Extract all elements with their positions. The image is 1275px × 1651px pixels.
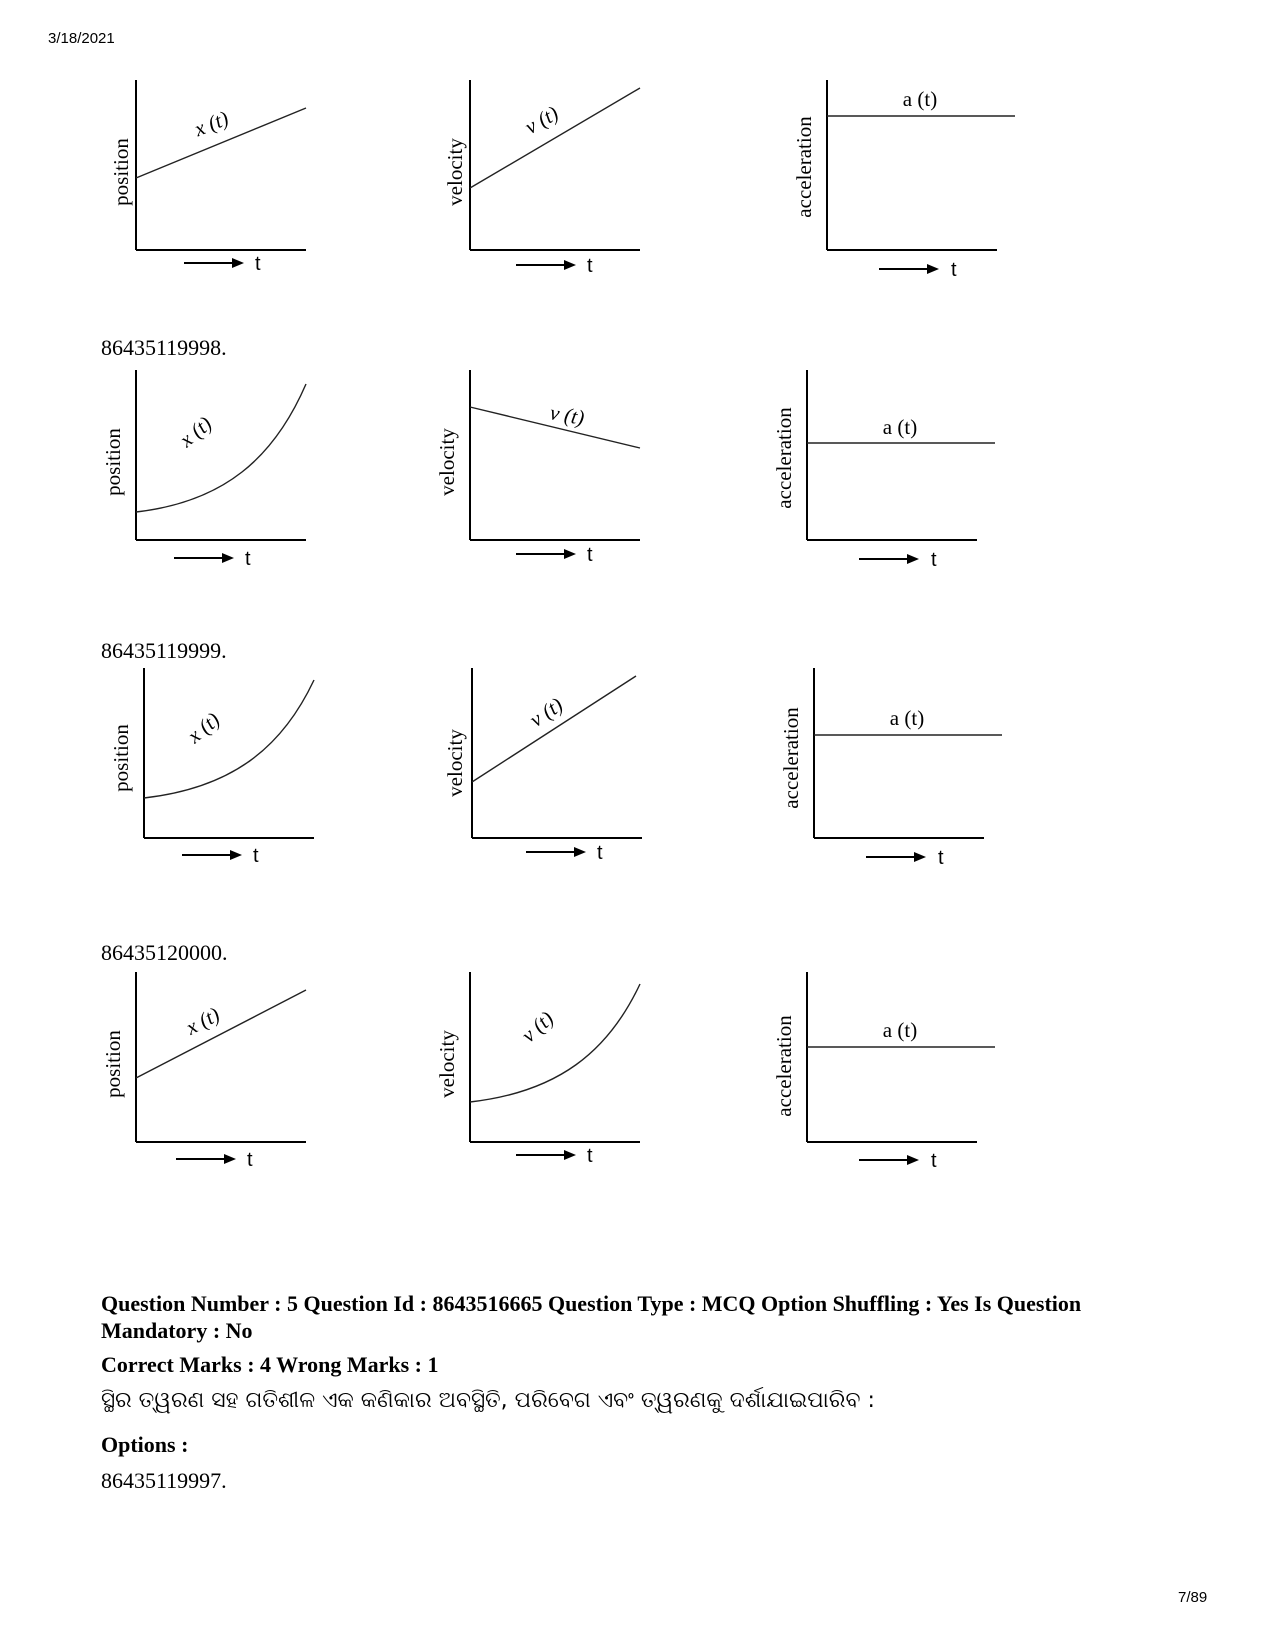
curve-label: v (t) [520, 100, 563, 139]
time-arrow-icon [859, 554, 919, 564]
acceleration-graph [772, 360, 1025, 590]
y-axis-label: velocity [443, 138, 467, 206]
time-arrow-icon [879, 264, 939, 274]
curve-label: a (t) [889, 706, 925, 730]
curve-label: x (t) [174, 411, 217, 452]
curve-label: x (t) [182, 707, 225, 748]
position-graph [104, 70, 354, 300]
velocity-graph [438, 70, 688, 300]
question-header: Question Number : 5 Question Id : 8643516665 Question Type : MCQ Option Shuffling : Yes Is Question Mandatory : No [101, 1291, 1082, 1343]
t-label: t [931, 1150, 937, 1172]
y-axis-label: velocity [435, 1030, 459, 1098]
time-arrow-icon [859, 1155, 919, 1165]
time-arrow-icon [516, 549, 576, 559]
curve-label: a (t) [902, 87, 938, 111]
marks-line: Correct Marks : 4 Wrong Marks : 1 [101, 1352, 439, 1377]
t-label: t [931, 549, 937, 571]
time-arrow-icon [174, 553, 234, 563]
t-label: t [597, 842, 603, 864]
question-text: ସ୍ଥିର ତ୍ୱରଣ ସହ ଗତିଶୀଳ ଏକ କଣିକାର ଅବସ୍ଥିତି, ପରିବେଗ ଏବଂ ତ୍ୱରଣକୁ ଦର୍ଶାଯାଇପାରିବ : [101, 1388, 875, 1413]
velocity-graph [435, 962, 688, 1192]
y-axis-label: acceleration [792, 116, 816, 218]
curve-label: v (t) [548, 400, 587, 430]
time-arrow-icon [516, 260, 576, 270]
position-curve [136, 990, 306, 1078]
curve-label: v (t) [516, 1006, 559, 1048]
y-axis-label: velocity [435, 428, 459, 496]
curve-label: x (t) [190, 105, 232, 142]
y-axis-label: position [109, 724, 133, 792]
y-axis-label: velocity [443, 729, 467, 797]
velocity-graph [440, 658, 690, 888]
option-id-1: 86435119998. [101, 335, 227, 360]
velocity-curve [470, 984, 640, 1102]
velocity-graph [435, 360, 688, 590]
curve-label: v (t) [525, 692, 568, 732]
curve-label: x (t) [181, 1002, 224, 1040]
y-axis-label: acceleration [772, 407, 796, 509]
position-graph [101, 962, 354, 1192]
position-graph [101, 360, 354, 590]
acceleration-graph [779, 658, 1032, 888]
curve-label: a (t) [882, 415, 918, 439]
time-arrow-icon [516, 1150, 576, 1160]
t-label: t [245, 548, 251, 570]
time-arrow-icon [866, 852, 926, 862]
position-curve [144, 680, 314, 798]
t-label: t [587, 1145, 593, 1167]
y-axis-label: acceleration [779, 707, 803, 809]
time-arrow-icon [184, 258, 244, 268]
time-arrow-icon [176, 1154, 236, 1164]
t-label: t [938, 847, 944, 869]
first-option-id: 86435119997. [101, 1468, 227, 1493]
option-id-2: 86435119999. [101, 638, 227, 663]
position-curve [136, 384, 306, 512]
y-axis-label: acceleration [772, 1015, 796, 1117]
curve-label: a (t) [882, 1018, 918, 1042]
y-axis-label: position [101, 428, 125, 496]
velocity-curve [472, 676, 636, 782]
acceleration-graph [792, 70, 1045, 300]
y-axis-label: position [109, 138, 133, 206]
option-id-3: 86435120000. [101, 940, 228, 965]
t-label: t [253, 845, 259, 867]
options-label: Options : [101, 1432, 189, 1457]
y-axis-label: position [101, 1030, 125, 1098]
time-arrow-icon [526, 847, 586, 857]
time-arrow-icon [182, 850, 242, 860]
acceleration-graph [772, 962, 1025, 1192]
position-graph [109, 658, 362, 888]
print-date: 3/18/2021 [48, 30, 115, 47]
velocity-curve [470, 88, 640, 188]
t-label: t [951, 259, 957, 281]
page-number: 7/89 [1178, 1589, 1208, 1606]
t-label: t [587, 544, 593, 566]
t-label: t [247, 1149, 253, 1171]
t-label: t [255, 253, 261, 275]
t-label: t [587, 255, 593, 277]
